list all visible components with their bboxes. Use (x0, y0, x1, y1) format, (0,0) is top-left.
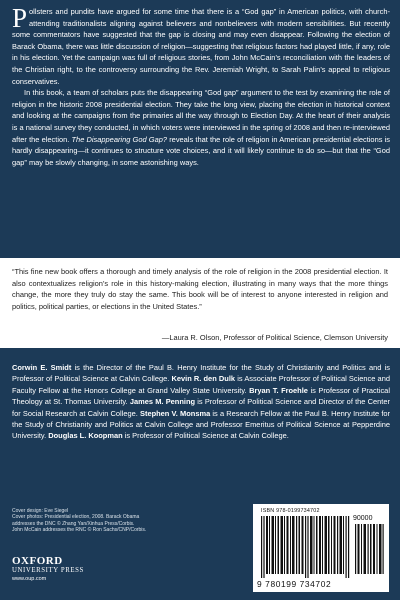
author-bio: is Associate Professor of Political Science and Faculty Fellow at the Honors College at Grand Valley State University. (12, 374, 390, 395)
author-bio: is a Research Fellow at the Paul B. Henry Institute for the Study of Christianity and Politics at Calvin College and Professor Emeritus of Political Science at Pepperdine University. (12, 408, 390, 441)
description-paragraph-2: In this book, a team of scholars puts the disappearing “God gap” argument to the test by examining the role of religion in the historic 2008 presidential election. They take the long view, placing the election in historical context and looking at the campaigns from the primaries all the way through to Election Day. At the heart of their analysis is a national survey they conducted, in which voters were interviewed in the spring of 2008 and then re-interviewed after the election. The Disappearing God Gap? reveals that the role of religion in American presidential elections is hardly disappearing—it continues to structure vote choices, and it will likely continue to do so—but that the “God gap” may be slowly changing, in some astonishing ways. (12, 88, 390, 167)
barcode-bars (261, 516, 351, 578)
author-bio: is Professor of Political Science at Calvin College. (124, 431, 289, 441)
review-quote: “This fine new book offers a thorough and timely analysis of the role of religion in the 2008 presidential election. It also contextualizes religion’s role in this history-making election, illustrating in many ways that the more things change, the more they truly do stay the same. This book will be of interest to anyone interested in religion and politics, political parties, or elections in the United States.” (12, 267, 388, 311)
publisher-logo (12, 555, 84, 583)
author-name: Corwin E. Smidt (12, 363, 72, 372)
price-code: 90000 (353, 515, 373, 522)
book-title-italic: The Disappearing God Gap? (71, 134, 167, 144)
author-name: Stephen V. Monsma (140, 408, 211, 418)
description (12, 3, 390, 168)
cover-photo-credit: John McCain addresses the RNC © Ron Sachs/CNP/Corbis. (12, 527, 147, 534)
author-name: James M. Penning (129, 397, 196, 407)
isbn-label: ISBN 978-0199734702 (261, 508, 320, 514)
barcode-digits: 9 780199 734702 (257, 579, 332, 589)
author-bio: is Professor of Political Science and Director of the Center for Social Research at Calvin College. (12, 397, 390, 418)
publisher-press: UNIVERSITY PRESS (12, 567, 84, 574)
drop-cap: P (12, 3, 28, 33)
cover-credits (12, 508, 162, 534)
author-name: Douglas L. Koopman (48, 431, 123, 441)
author-bio: is the Director of the Paul B. Henry Institute for the Study of Christianity and Politics and is Professor of Political Science at Calvin College. (12, 363, 390, 384)
cover-photo-credit: Cover photos: Presidential election, 2008. Barack Obama (12, 514, 140, 521)
description-paragraph-1: Pollsters and pundits have argued for some time that there is a “God gap” in American politics, with church-attending traditionalists aligning against believers and nonbelievers with modern sensibilities. But recently some commentators have suggested that the gap is closing and may even disappear. Following the election of Barack Obama, there was little discussion of religion—suggesting that religious factors had played little, if any, role in his election. Yet the campaign was full of religious stories, from John McCain’s reconciliation with the leaders of the Christian right, to the controversy surrounding the Rev. Jeremiah Wright, to Sarah Palin’s appeal to religious conservatives. (12, 3, 390, 86)
cover-photo-credit: addresses the DNC © Zhang Yan/Xinhua Press/Corbis. (12, 520, 135, 527)
author-bio: is Professor of Practical Theology at St. Thomas University. (12, 385, 390, 407)
author-name: Kevin R. den Dulk (171, 374, 236, 384)
cover-design-credit: Cover design: Eve Siegel (12, 508, 69, 514)
review-attribution: —Laura R. Olson, Professor of Political Science, Clemson University (161, 333, 388, 342)
author-name: Bryan T. Froehle (249, 385, 308, 395)
publisher-url: www.oup.com (12, 576, 47, 582)
review-band (0, 258, 400, 348)
isbn-barcode (253, 504, 389, 592)
author-bios (12, 362, 390, 442)
price-barcode-bars (355, 524, 385, 574)
publisher-name: OXFORD (12, 555, 63, 567)
